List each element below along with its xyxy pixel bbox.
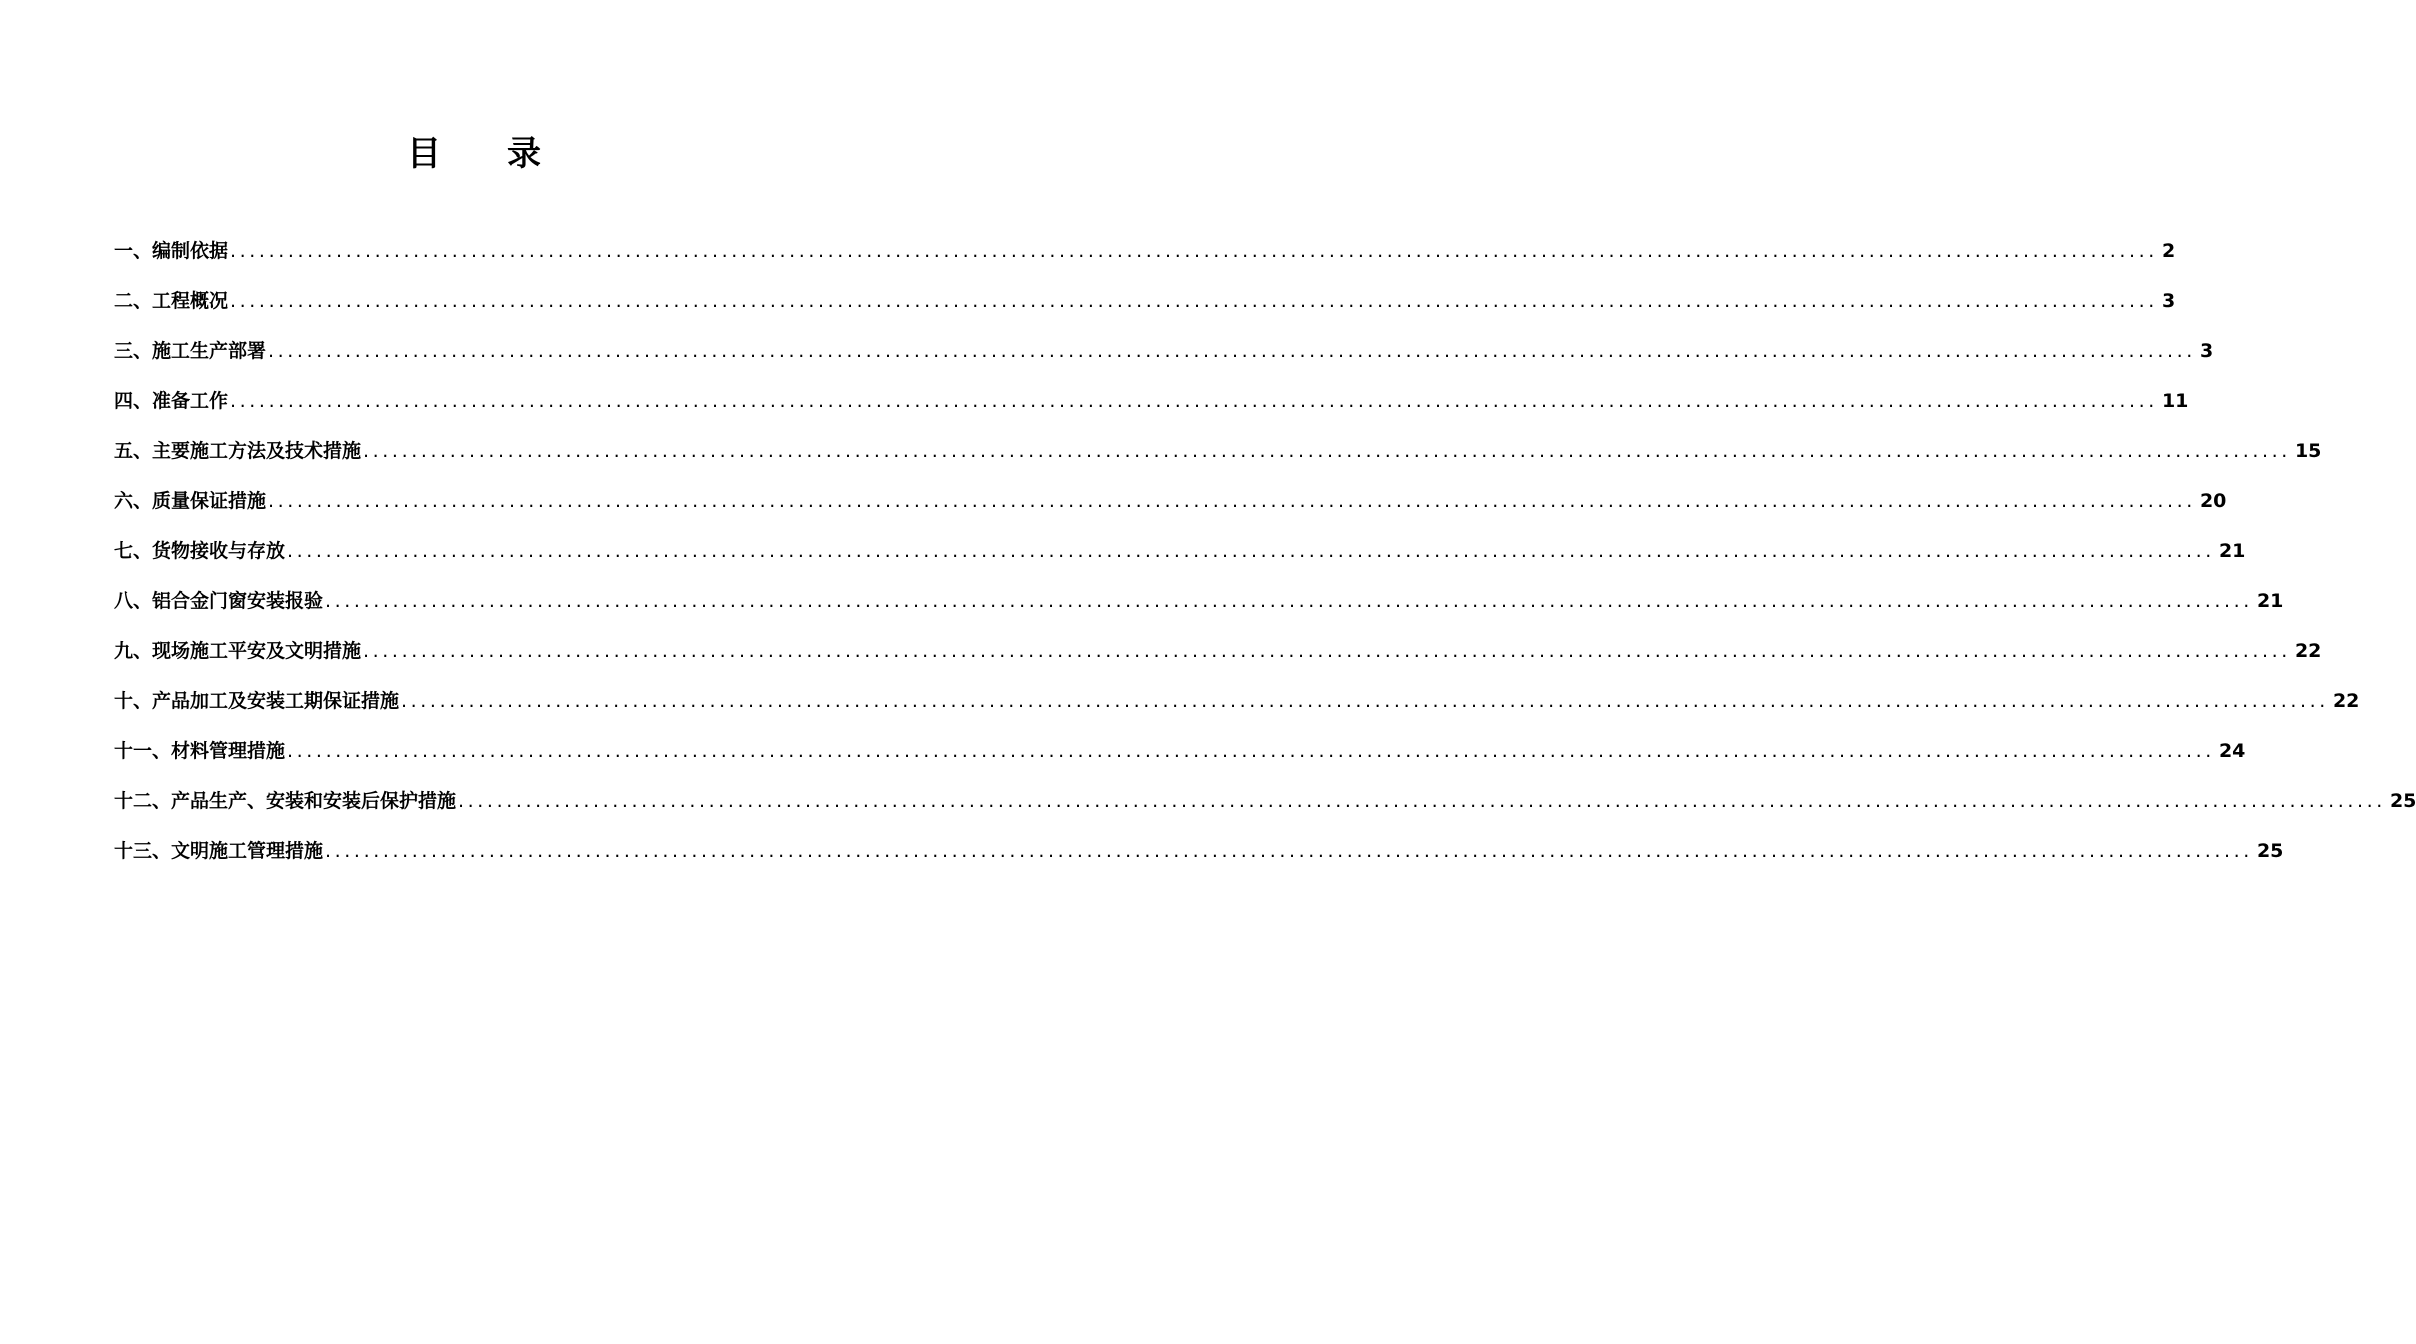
- toc-dot-leader: ........................................................................................................................................................................................................: [401, 690, 2329, 712]
- toc-entry[interactable]: [114, 536, 2246, 586]
- toc-entry-page: 24: [2218, 740, 2246, 762]
- toc-dot-leader: ........................................................................................................................................................................................................: [458, 790, 2386, 812]
- toc-entry[interactable]: [114, 686, 2360, 736]
- toc-entry[interactable]: [114, 236, 2176, 286]
- toc-entry-page: 21: [2256, 590, 2284, 612]
- toc-entry-label: 四、准备工作: [114, 390, 229, 412]
- toc-entry-label: 二、工程概况: [114, 290, 229, 312]
- toc-entry-label: 十、产品加工及安装工期保证措施: [114, 690, 400, 712]
- toc-title-char-1: 目: [407, 134, 443, 174]
- toc-entry[interactable]: [114, 336, 2214, 386]
- toc-entry-page: 15: [2294, 440, 2322, 462]
- toc-dot-leader: ........................................................................................................................................................................................................: [230, 240, 2158, 262]
- toc-entry[interactable]: [114, 786, 2416, 836]
- toc-entry[interactable]: [114, 386, 2189, 436]
- toc-entry-page: 22: [2332, 690, 2360, 712]
- toc-dot-leader: ........................................................................................................................................................................................................: [230, 290, 2158, 312]
- toc-dot-leader: ........................................................................................................................................................................................................: [287, 540, 2215, 562]
- toc-entry-label: 八、铝合金门窗安装报验: [114, 590, 324, 612]
- toc-entry-label: 十一、材料管理措施: [114, 740, 286, 762]
- toc-dot-leader: ........................................................................................................................................................................................................: [287, 740, 2215, 762]
- toc-entry[interactable]: [114, 636, 2322, 686]
- toc-entry-label: 十二、产品生产、安装和安装后保护措施: [114, 790, 457, 812]
- toc-entry-page: 11: [2161, 390, 2189, 412]
- toc-entry-label: 九、现场施工平安及文明措施: [114, 640, 362, 662]
- toc-entry-page: 20: [2199, 490, 2227, 512]
- toc-entry-label: 五、主要施工方法及技术措施: [114, 440, 362, 462]
- toc-entry-page: 3: [2161, 290, 2176, 312]
- toc-title-char-2: 录: [507, 134, 543, 174]
- toc-dot-leader: ........................................................................................................................................................................................................: [268, 340, 2196, 362]
- toc-entry[interactable]: [114, 586, 2284, 636]
- toc-entry-label: 一、编制依据: [114, 240, 229, 262]
- toc-entry-page: 2: [2161, 240, 2176, 262]
- toc-dot-leader: ........................................................................................................................................................................................................: [230, 390, 2158, 412]
- toc-dot-leader: ........................................................................................................................................................................................................: [363, 640, 2291, 662]
- toc-entry[interactable]: [114, 436, 2322, 486]
- toc-list: [114, 236, 2416, 886]
- toc-entry[interactable]: [114, 286, 2176, 336]
- toc-entry[interactable]: [114, 736, 2246, 786]
- toc-dot-leader: ........................................................................................................................................................................................................: [325, 840, 2253, 862]
- toc-dot-leader: ........................................................................................................................................................................................................: [325, 590, 2253, 612]
- toc-entry-label: 六、质量保证措施: [114, 490, 267, 512]
- toc-entry-page: 3: [2199, 340, 2214, 362]
- toc-entry-label: 七、货物接收与存放: [114, 540, 286, 562]
- toc-entry-page: 25: [2256, 840, 2284, 862]
- toc-entry-page: 22: [2294, 640, 2322, 662]
- toc-dot-leader: ........................................................................................................................................................................................................: [268, 490, 2196, 512]
- toc-entry-page: 25: [2389, 790, 2416, 812]
- toc-entry[interactable]: [114, 836, 2284, 886]
- toc-dot-leader: ........................................................................................................................................................................................................: [363, 440, 2291, 462]
- toc-title: [0, 126, 950, 175]
- toc-entry-label: 三、施工生产部署: [114, 340, 267, 362]
- toc-entry-label: 十三、文明施工管理措施: [114, 840, 324, 862]
- toc-entry-page: 21: [2218, 540, 2246, 562]
- toc-entry[interactable]: [114, 486, 2227, 536]
